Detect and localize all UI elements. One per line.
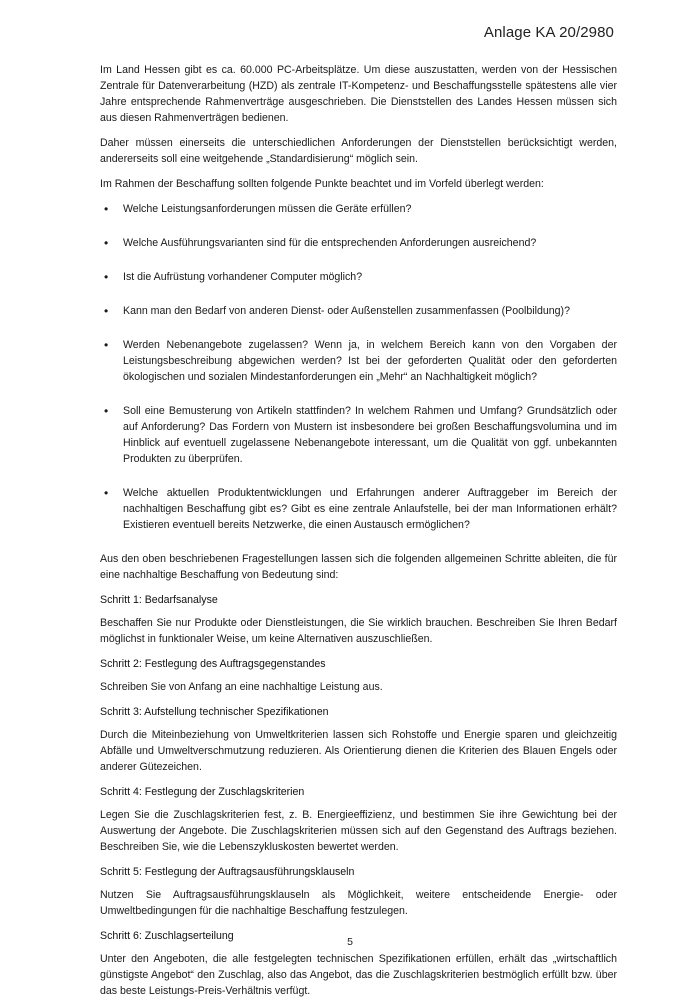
document-reference: Anlage KA 20/2980: [483, 24, 614, 41]
step-text: Legen Sie die Zuschlagskriterien fest, z. B. Energieeffizienz, und bestimmen Sie ihre Gewichtung bei der Auswertung der Angebote. Die Zuschlagskriterien müssen sich auf den Gegenstand des Auftrags beziehen. Beschreiben Sie, wie die Lebenszykluskosten bewertet werden.: [100, 809, 617, 853]
list-item: • Welche aktuellen Produktentwicklungen und Erfahrungen anderer Auftraggeber im Bereich der nachhaltigen Beschaffung gibt es? Gibt es eine zentrale Anlaufstelle, bei der man Informationen erhält? Existieren eventuell bereits Netzwerke, die einen Austausch ermöglichen?: [100, 485, 617, 533]
step-heading: Schritt 3: Aufstellung technischer Spezifikationen: [100, 706, 329, 718]
step-text: Nutzen Sie Auftragsausführungsklauseln als Möglichkeit, weitere entscheidende Energie- oder Umweltbedingungen für die nachhaltige Beschaffung festzulegen.: [100, 889, 617, 917]
step-text: Beschaffen Sie nur Produkte oder Dienstleistungen, die Sie wirklich brauchen. Beschreiben Sie Ihren Bedarf möglichst in funktionaler Weise, um keine Alternativen auszuschließen.: [100, 617, 617, 645]
list-item: • Ist die Aufrüstung vorhandener Computer möglich?: [100, 269, 617, 285]
step-heading: Schritt 2: Festlegung des Auftragsgegenstandes: [100, 658, 326, 670]
list-item: • Welche Ausführungsvarianten sind für die entsprechenden Anforderungen ausreichend?: [100, 235, 617, 251]
step-text: Durch die Miteinbeziehung von Umweltkriterien lassen sich Rohstoffe und Energie sparen und gleichzeitig Abfälle und Umweltverschmutzung reduzieren. Als Orientierung dienen die Kriterien des Blauen Engels oder anderer Gütezeichen.: [100, 729, 617, 773]
list-item: • Kann man den Bedarf von anderen Dienst- oder Außenstellen zusammenfassen (Poolbildung)?: [100, 303, 617, 319]
intro-paragraph: Im Land Hessen gibt es ca. 60.000 PC-Arbeitsplätze. Um diese auszustatten, werden von der Hessischen Zentrale für Datenverarbeitung (HZD) als zentrale IT-Kompetenz- und Beschaffungsstelle spätestens alle vier Jahre entsprechende Rahmenverträge ausgeschrieben. Die Dienststellen des Landes Hessen müssen sich aus diesen Rahmenverträgen bedienen.: [100, 64, 617, 124]
step-text: Schreiben Sie von Anfang an eine nachhaltige Leistung aus.: [100, 681, 383, 693]
step-text: Unter den Angeboten, die alle festgelegten technischen Spezifikationen erfüllen, erhält das „wirtschaftlich günstigste Angebot“ den Zuschlag, also das Angebot, das die Zuschlagskriterien bestmöglich erfüllt bzw. über das beste Leistungs-Preis-Verhältnis verfügt.: [100, 953, 617, 997]
step-heading: Schritt 4: Festlegung der Zuschlagskriterien: [100, 786, 305, 798]
intro-paragraph: Daher müssen einerseits die unterschiedlichen Anforderungen der Dienststellen berücksichtigt werden, andererseits soll eine weitgehende „Standardisierung“ möglich sein.: [100, 137, 617, 165]
transition-paragraph: Aus den oben beschriebenen Fragestellungen lassen sich die folgenden allgemeinen Schritte ableiten, die für eine nachhaltige Beschaffung von Bedeutung sind:: [100, 553, 617, 581]
page-number: 5: [347, 936, 353, 948]
page-body: [100, 62, 617, 1008]
step-heading: Schritt 1: Bedarfsanalyse: [100, 594, 218, 606]
list-item: • Soll eine Bemusterung von Artikeln stattfinden? In welchem Rahmen und Umfang? Grundsätzlich oder auf Anforderung? Das Fordern von Mustern ist insbesondere bei großen Beschaffungsvolumina und im Hinblick auf eventuell zugelassene Nebenangebote interessant, um die Qualität von ggf. unbekannten Produkten zu überprüfen.: [100, 403, 617, 467]
step-heading: Schritt 5: Festlegung der Auftragsausführungsklauseln: [100, 866, 355, 878]
list-item: • Welche Leistungsanforderungen müssen die Geräte erfüllen?: [100, 201, 617, 217]
intro-paragraph: Im Rahmen der Beschaffung sollten folgende Punkte beachtet und im Vorfeld überlegt werden:: [100, 178, 544, 190]
list-item: • Werden Nebenangebote zugelassen? Wenn ja, in welchem Bereich kann von den Vorgaben der Leistungsbeschreibung abgewichen werden? Ist bei der geforderten Qualität oder den geforderten ökologischen und sozialen Mindestanforderungen ein „Mehr“ an Nachhaltigkeit möglich?: [100, 337, 617, 385]
step-heading: Schritt 6: Zuschlagserteilung: [100, 930, 234, 942]
question-list: [100, 201, 617, 533]
